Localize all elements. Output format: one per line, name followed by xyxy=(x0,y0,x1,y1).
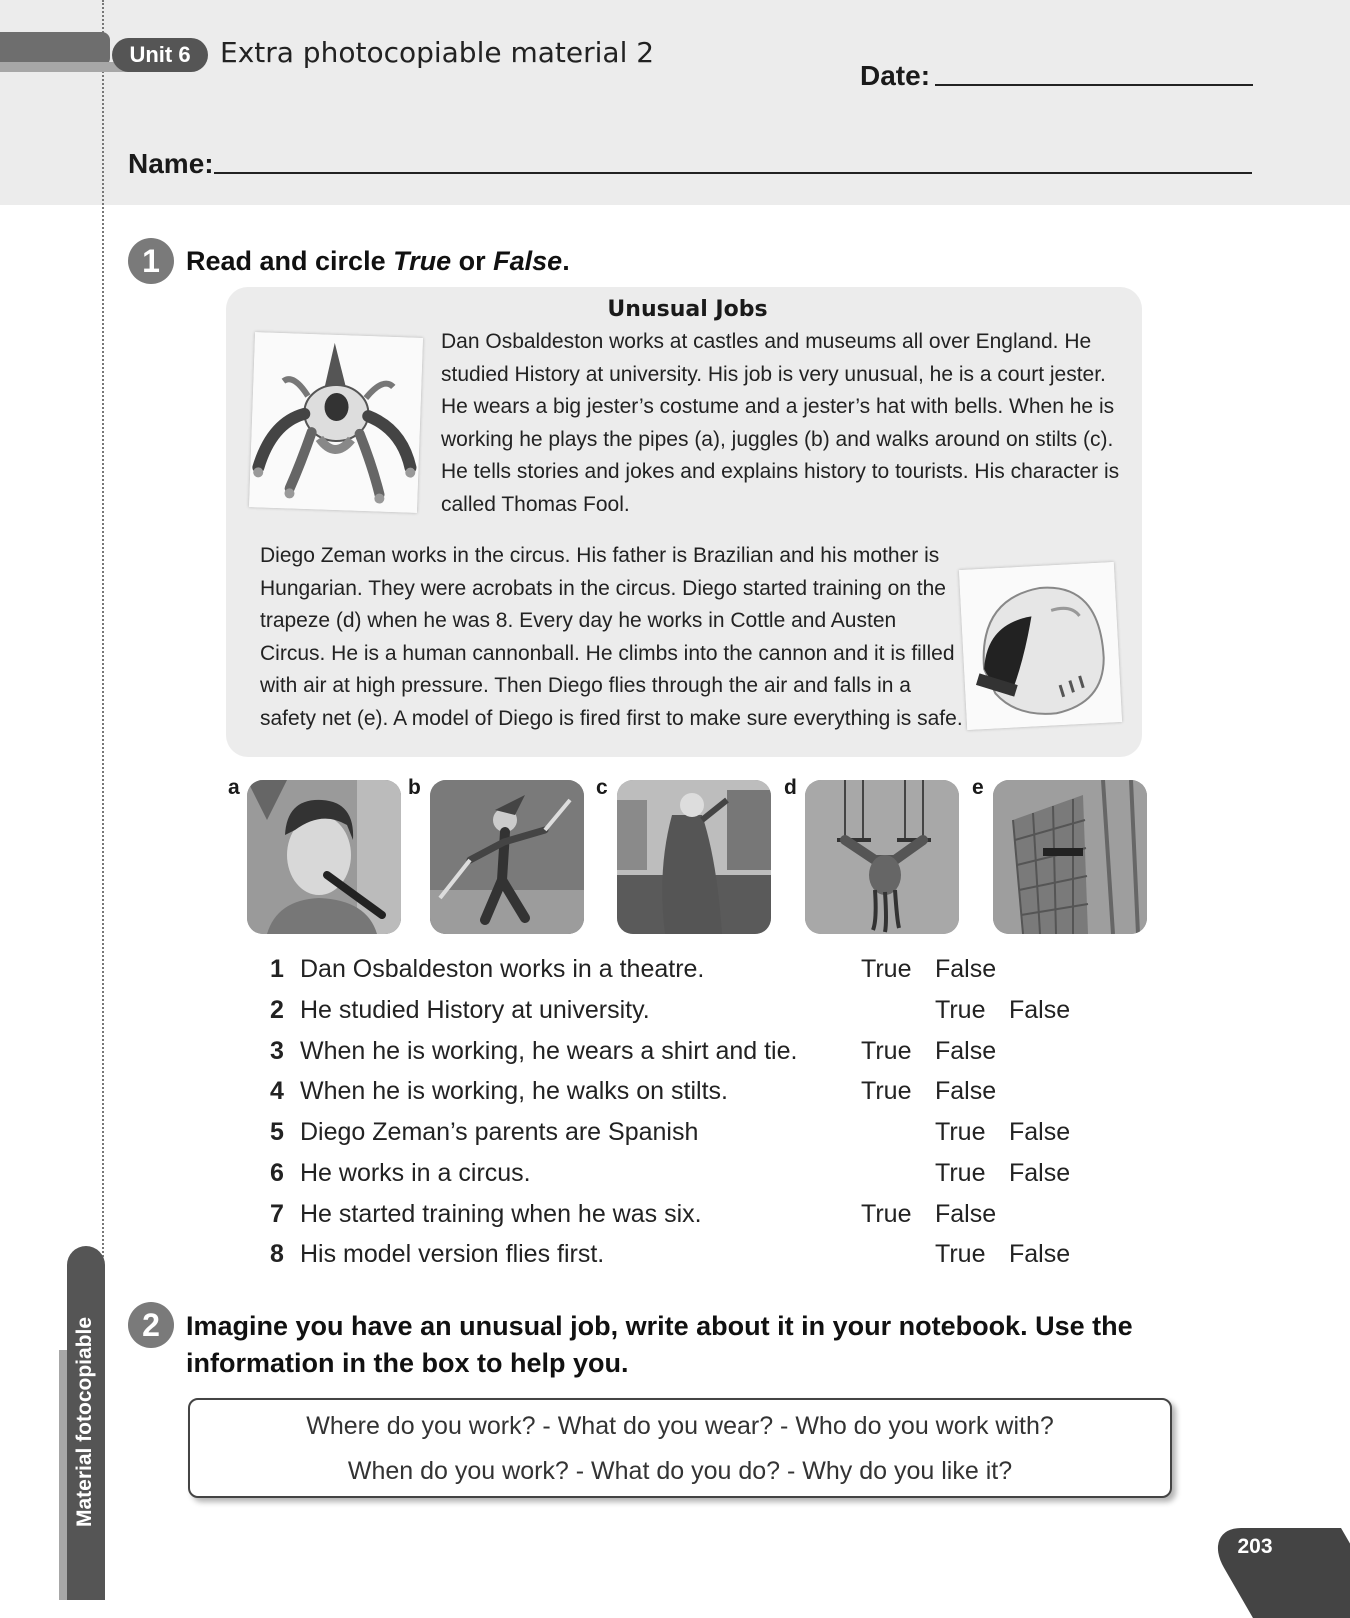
statement-row xyxy=(270,1037,1170,1077)
true-option[interactable]: True xyxy=(935,1240,986,1268)
statement-number: 3 xyxy=(270,1037,284,1065)
picture-e-safety-net xyxy=(993,780,1147,934)
unit-tab-bar xyxy=(0,32,110,66)
picture-a-pipes xyxy=(247,780,401,934)
picture-d-letter: d xyxy=(784,776,797,799)
pipe-player-icon xyxy=(247,780,401,934)
picture-c-stilts xyxy=(617,780,771,934)
true-option[interactable]: True xyxy=(861,1037,912,1065)
jester-hat-photo xyxy=(249,332,423,513)
paragraph-2-line: safety net (e). A model of Diego is fired first to make sure everything is safe. xyxy=(260,706,963,730)
helper-questions-line: When do you work? - What do you do? - Why do you like it? xyxy=(347,1457,1013,1485)
stilt-walker-icon xyxy=(617,780,771,934)
statement-row xyxy=(270,996,1170,1036)
helper-questions-box xyxy=(188,1398,1172,1498)
statement-text: He studied History at university. xyxy=(300,996,650,1024)
paragraph-2-line: Diego Zeman works in the circus. His father is Brazilian and his mother is xyxy=(260,544,940,567)
picture-b-letter: b xyxy=(408,776,421,799)
paragraph-1-line: studied History at university. His job is very unusual, he is a court jester. xyxy=(441,362,1106,386)
false-option[interactable]: False xyxy=(935,1200,997,1228)
statement-row xyxy=(270,1159,1170,1199)
side-tab-label: Material fotocopiable xyxy=(73,1316,96,1528)
picture-c-letter: c xyxy=(596,776,608,799)
exercise-2-instruction-line: information in the box to help you. xyxy=(186,1348,629,1378)
paragraph-2-line: Circus. He is a human cannonball. He climbs into the cannon and it is filled xyxy=(260,641,955,665)
true-option[interactable]: True xyxy=(935,1118,986,1146)
helmet-photo xyxy=(959,562,1122,730)
statement-number: 5 xyxy=(270,1118,284,1146)
name-field[interactable] xyxy=(214,172,1252,174)
statement-row xyxy=(270,955,1170,995)
page-number: 203 xyxy=(1237,1535,1273,1558)
false-option[interactable]: False xyxy=(935,955,997,983)
statement-number: 4 xyxy=(270,1077,284,1105)
statement-row xyxy=(270,1077,1170,1117)
picture-e-letter: e xyxy=(972,776,984,799)
picture-a-letter: a xyxy=(228,776,240,799)
name-label: Name: xyxy=(128,148,214,179)
statement-row xyxy=(270,1240,1170,1280)
statement-text: When he is working, he walks on stilts. xyxy=(300,1077,728,1105)
paragraph-1 xyxy=(441,326,1119,521)
false-option[interactable]: False xyxy=(1009,996,1071,1024)
statement-number: 6 xyxy=(270,1159,284,1187)
exercise-2-instruction-line: Imagine you have an unusual job, write about it in your notebook. Use the xyxy=(186,1311,1133,1341)
statement-number: 8 xyxy=(270,1240,284,1268)
picture-b-juggling xyxy=(430,780,584,934)
exercise-1-instruction: Read and circle True or False. xyxy=(186,246,570,276)
false-option[interactable]: False xyxy=(935,1077,997,1105)
paragraph-2 xyxy=(260,540,963,735)
paragraph-2-line: Hungarian. They were acrobats in the circus. Diego started training on the xyxy=(260,576,946,600)
exercise-1-number: 1 xyxy=(128,238,174,284)
true-option[interactable]: True xyxy=(861,1077,912,1105)
paragraph-1-line: He tells stories and jokes and explains history to tourists. His character is xyxy=(441,460,1120,483)
paragraph-2-line: with air at high pressure. Then Diego flies through the air and falls in a xyxy=(260,674,911,697)
statement-text: When he is working, he wears a shirt and tie. xyxy=(300,1037,798,1065)
statement-text: He started training when he was six. xyxy=(300,1200,702,1228)
true-option[interactable]: True xyxy=(935,996,986,1024)
true-option[interactable]: True xyxy=(861,955,912,983)
helper-questions-line: Where do you work? - What do you wear? - Who do you work with? xyxy=(306,1412,1054,1440)
picture-d-trapeze xyxy=(805,780,959,934)
statement-text: Diego Zeman’s parents are Spanish xyxy=(300,1118,699,1146)
trapeze-icon xyxy=(805,780,959,934)
paragraph-1-line: He wears a big jester’s costume and a jester’s hat with bells. When he is xyxy=(441,395,1115,418)
false-option[interactable]: False xyxy=(1009,1159,1071,1187)
date-field[interactable] xyxy=(935,84,1253,86)
statement-number: 7 xyxy=(270,1200,284,1228)
statement-text: His model version flies first. xyxy=(300,1240,605,1268)
statement-text: He works in a circus. xyxy=(300,1159,531,1187)
false-option[interactable]: False xyxy=(1009,1240,1071,1268)
paragraph-2-line: trapeze (d) when he was 8. Every day he works in Cottle and Austen xyxy=(260,609,897,632)
safety-net-icon xyxy=(993,780,1147,934)
jester-hat-icon xyxy=(249,332,423,513)
paragraph-1-line: working he plays the pipes (a), juggles (b) and walks around on stilts (c). xyxy=(441,427,1114,451)
statement-number: 2 xyxy=(270,996,284,1024)
exercise-2-instruction xyxy=(186,1308,1133,1382)
paragraph-1-line: Dan Osbaldeston works at castles and museums all over England. He xyxy=(441,330,1092,353)
unit-title: Extra photocopiable material 2 xyxy=(220,36,655,69)
statement-row xyxy=(270,1118,1170,1158)
story-title: Unusual Jobs xyxy=(607,297,768,322)
statement-number: 1 xyxy=(270,955,284,983)
juggler-icon xyxy=(430,780,584,934)
statement-text: Dan Osbaldeston works in a theatre. xyxy=(300,955,705,983)
exercise-2-number: 2 xyxy=(128,1302,174,1348)
true-option[interactable]: True xyxy=(861,1200,912,1228)
unit-label: Unit 6 xyxy=(112,38,208,72)
true-option[interactable]: True xyxy=(935,1159,986,1187)
statement-row xyxy=(270,1200,1170,1240)
helmet-icon xyxy=(959,562,1122,730)
date-label: Date: xyxy=(860,60,931,91)
false-option[interactable]: False xyxy=(935,1037,997,1065)
false-option[interactable]: False xyxy=(1009,1118,1071,1146)
paragraph-1-line: called Thomas Fool. xyxy=(441,492,630,516)
